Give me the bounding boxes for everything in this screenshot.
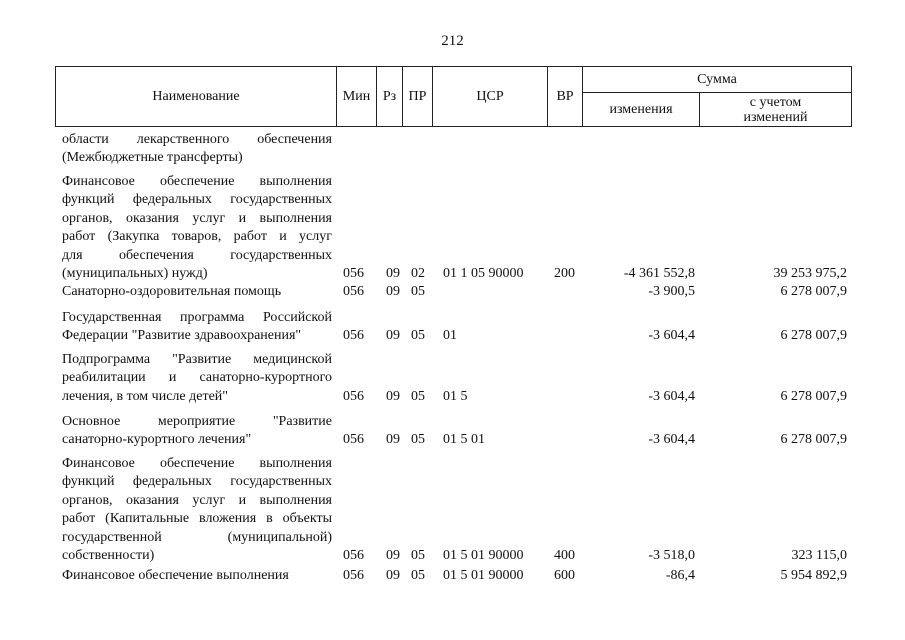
cell-rz: 09 [386, 328, 400, 344]
cell-pr: 05 [411, 284, 425, 299]
row-name-line: Финансовое обеспечение выполнения [62, 568, 289, 583]
row-name [62, 131, 332, 168]
header-vr: ВР [548, 67, 583, 127]
cell-total: 5 954 892,9 [780, 568, 847, 583]
cell-min: 056 [343, 284, 364, 299]
header-csr: ЦСР [433, 67, 548, 127]
cell-change: -86,4 [665, 568, 695, 583]
row-name [62, 413, 332, 450]
cell-total: 6 278 007,9 [780, 328, 847, 344]
cell-csr: 01 5 01 90000 [443, 568, 524, 583]
cell-csr: 01 1 05 90000 [443, 266, 524, 281]
row-name-line: функций федеральных государственных [62, 192, 332, 208]
row-name-line: Федерации "Развитие здравоохранения" [62, 328, 302, 344]
row-name-line: работ (Закупка товаров, работ и услуг [62, 229, 332, 245]
cell-min: 056 [343, 328, 364, 344]
cell-change: -3 604,4 [648, 432, 695, 448]
row-name-line: собственности) [62, 548, 155, 564]
row-name-line: органов, оказания услуг и выполнения [62, 210, 332, 226]
row-name-line: Санаторно-оздоровительная помощь [62, 284, 282, 299]
header-with-change [700, 93, 852, 127]
cell-total: 6 278 007,9 [780, 388, 847, 404]
header-with-change-line2: изменений [743, 109, 808, 125]
row-name [62, 283, 332, 301]
row-name-line: Государственная программа Российской [62, 310, 332, 325]
row-name-line: Финансовое обеспечение выполнения [62, 174, 332, 189]
row-name-line: реабилитации и санаторно-курортного [62, 370, 332, 386]
cell-csr: 01 5 [443, 388, 468, 404]
cell-change: -4 361 552,8 [623, 266, 695, 281]
cell-min: 056 [343, 568, 364, 583]
cell-change: -3 900,5 [648, 284, 695, 299]
row-name-line: функций федеральных государственных [62, 474, 332, 490]
row-name-line: государственной (муниципальной) [62, 529, 332, 545]
cell-vr: 400 [554, 548, 575, 563]
header-rz: Рз [377, 67, 403, 127]
row-name-line: Финансовое обеспечение выполнения [62, 456, 332, 471]
row-name-line: (Межбюджетные трансферты) [62, 150, 243, 166]
row-name [62, 567, 332, 585]
row-name-line: работ (Капитальные вложения в объекты [62, 511, 332, 527]
cell-pr: 05 [411, 568, 425, 583]
cell-rz: 09 [386, 568, 400, 583]
cell-pr: 05 [411, 548, 425, 563]
cell-min: 056 [343, 432, 364, 448]
cell-change: -3 604,4 [648, 388, 695, 404]
cell-vr: 600 [554, 568, 575, 583]
cell-csr: 01 [443, 328, 457, 344]
row-name [62, 351, 332, 406]
cell-total: 6 278 007,9 [780, 432, 847, 448]
row-name-line: санаторно-курортного лечения" [62, 432, 252, 448]
cell-min: 056 [343, 266, 364, 281]
cell-rz: 09 [386, 266, 400, 281]
row-name-line: (муниципальных) нужд) [62, 266, 208, 282]
row-name [62, 173, 332, 283]
cell-change: -3 604,4 [648, 328, 695, 344]
cell-total: 6 278 007,9 [780, 284, 847, 299]
cell-csr: 01 5 01 90000 [443, 548, 524, 563]
header-pr: ПР [403, 67, 433, 127]
cell-rz: 09 [386, 388, 400, 404]
row-name-line: Основное мероприятие "Развитие [62, 414, 332, 429]
cell-change: -3 518,0 [648, 548, 695, 563]
cell-pr: 05 [411, 432, 425, 448]
cell-min: 056 [343, 388, 364, 404]
header-sum: Сумма [583, 67, 852, 93]
header-with-change-line1: с учетом [749, 94, 802, 110]
cell-vr: 200 [554, 266, 575, 281]
cell-pr: 05 [411, 328, 425, 344]
header-min: Мин [337, 67, 377, 127]
page-number: 212 [441, 33, 464, 49]
cell-rz: 09 [386, 284, 400, 299]
row-name-line: органов, оказания услуг и выполнения [62, 492, 332, 508]
cell-csr: 01 5 01 [443, 432, 485, 448]
row-name-line: для обеспечения государственных [62, 247, 332, 263]
row-name-line: Подпрограмма "Развитие медицинской [62, 352, 332, 367]
row-name [62, 309, 332, 346]
row-name-line: лечения, в том числе детей" [62, 388, 228, 404]
cell-total: 323 115,0 [791, 548, 847, 563]
row-name-line: области лекарственного обеспечения [62, 132, 332, 147]
row-name [62, 455, 332, 565]
header-name: Наименование [56, 67, 337, 127]
table-header [55, 66, 852, 127]
cell-min: 056 [343, 548, 364, 563]
cell-pr: 02 [411, 266, 425, 281]
cell-rz: 09 [386, 548, 400, 563]
cell-total: 39 253 975,2 [773, 266, 847, 281]
cell-rz: 09 [386, 432, 400, 448]
cell-pr: 05 [411, 388, 425, 404]
header-change: изменения [583, 93, 700, 127]
